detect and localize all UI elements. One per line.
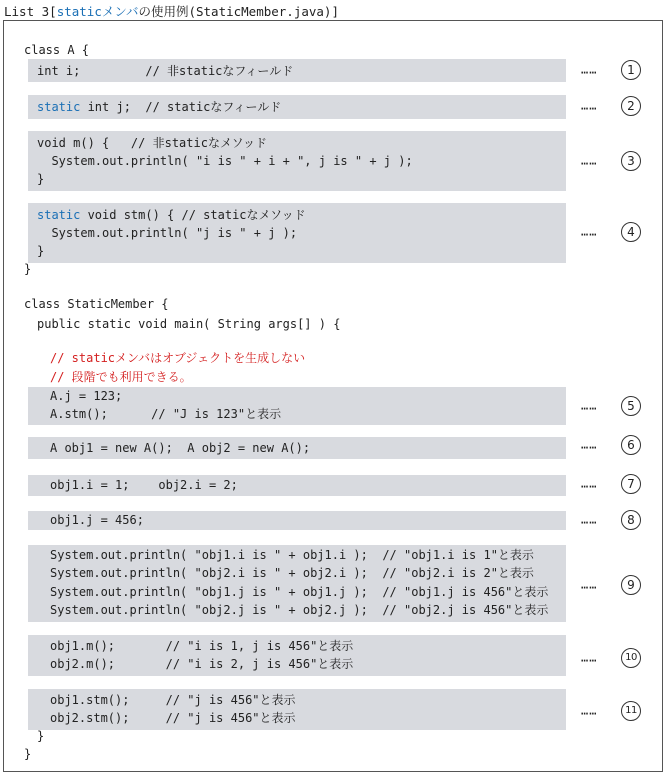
caption-prefix: List 3[	[4, 4, 57, 19]
code-line-println-j: System.out.println( "j is " + j );	[37, 226, 298, 240]
marker-dots: ……	[581, 98, 598, 113]
marker-dots: ……	[581, 703, 598, 718]
marker-dots: ……	[581, 512, 598, 527]
caption-suffix: の使用例(StaticMember.java)]	[138, 4, 339, 19]
code-line-class-a-open: class A {	[24, 43, 90, 57]
code-comment-red-1: // staticメンバはオブジェクトを生成しない	[50, 351, 306, 365]
code-line-int-i: int i; // 非staticなフィールド	[37, 64, 294, 78]
code-line-println-4: System.out.println( "obj2.j is " + obj2.j ); // "obj2.j is 456"と表示	[50, 603, 549, 617]
code-line-println-1: System.out.println( "obj1.i is " + obj1.i ); // "obj1.i is 1"と表示	[50, 548, 534, 562]
code-line-println-3: System.out.println( "obj1.j is " + obj1.j ); // "obj1.j is 456"と表示	[50, 585, 549, 599]
marker-dots: ……	[581, 577, 598, 592]
keyword-static: static	[37, 100, 81, 114]
circle-number-6: 6	[621, 435, 641, 455]
circle-number-8: 8	[621, 510, 641, 530]
marker-dots: ……	[581, 476, 598, 491]
keyword-static-2: static	[37, 208, 81, 222]
code-line-class-sm-open: class StaticMember {	[24, 297, 169, 311]
circle-number-11: 11	[621, 701, 641, 721]
code-line-close-class: }	[24, 747, 32, 761]
code-line-new: A obj1 = new A(); A obj2 = new A();	[50, 441, 311, 455]
code-line-void-m: void m() { // 非staticなメソッド	[37, 136, 267, 150]
circle-number-9: 9	[621, 575, 641, 595]
code-line-int-j	[37, 99, 281, 115]
circle-number-3: 3	[621, 151, 641, 171]
circle-number-10: 10	[621, 648, 641, 668]
marker-dots: ……	[581, 398, 598, 413]
code-int-j-rest: int j; // staticなフィールド	[80, 100, 282, 114]
code-line-class-a-close: }	[24, 262, 32, 276]
code-line-obj-i: obj1.i = 1; obj2.i = 2;	[50, 478, 238, 492]
code-line-println-2: System.out.println( "obj2.i is " + obj2.i ); // "obj2.i is 2"と表示	[50, 566, 534, 580]
code-line-println-ij: System.out.println( "i is " + i + ", j is " + j );	[37, 154, 413, 168]
circle-number-4: 4	[621, 222, 641, 242]
circle-number-1: 1	[621, 60, 641, 80]
code-void-stm-rest: void stm() { // staticなメソッド	[80, 208, 306, 222]
code-comment-red-2: // 段階でも利用できる。	[50, 370, 192, 384]
marker-dots: ……	[581, 650, 598, 665]
code-line-astm: A.stm(); // "J is 123"と表示	[50, 407, 282, 421]
code-line-m1: obj1.m(); // "i is 1, j is 456"と表示	[50, 639, 354, 653]
code-line-close-main: }	[37, 729, 45, 743]
caption-highlight: staticメンバ	[56, 4, 139, 19]
code-line-stm1: obj1.stm(); // "j is 456"と表示	[50, 693, 296, 707]
code-line-m2: obj2.m(); // "i is 2, j is 456"と表示	[50, 657, 354, 671]
code-line-main-sig: public static void main( String args[] ) {	[37, 317, 341, 331]
marker-dots: ……	[581, 437, 598, 452]
code-line-stm2: obj2.stm(); // "j is 456"と表示	[50, 711, 296, 725]
circle-number-2: 2	[621, 96, 641, 116]
code-line-aj: A.j = 123;	[50, 389, 123, 403]
marker-dots: ……	[581, 62, 598, 77]
code-line-close-stm: }	[37, 244, 45, 258]
circle-number-5: 5	[621, 396, 641, 416]
marker-dots: ……	[581, 153, 598, 168]
marker-dots: ……	[581, 224, 598, 239]
code-line-close-m: }	[37, 172, 45, 186]
code-line-obj-j: obj1.j = 456;	[50, 513, 144, 527]
code-line-void-stm	[37, 207, 306, 223]
listing-caption	[4, 2, 339, 20]
circle-number-7: 7	[621, 474, 641, 494]
